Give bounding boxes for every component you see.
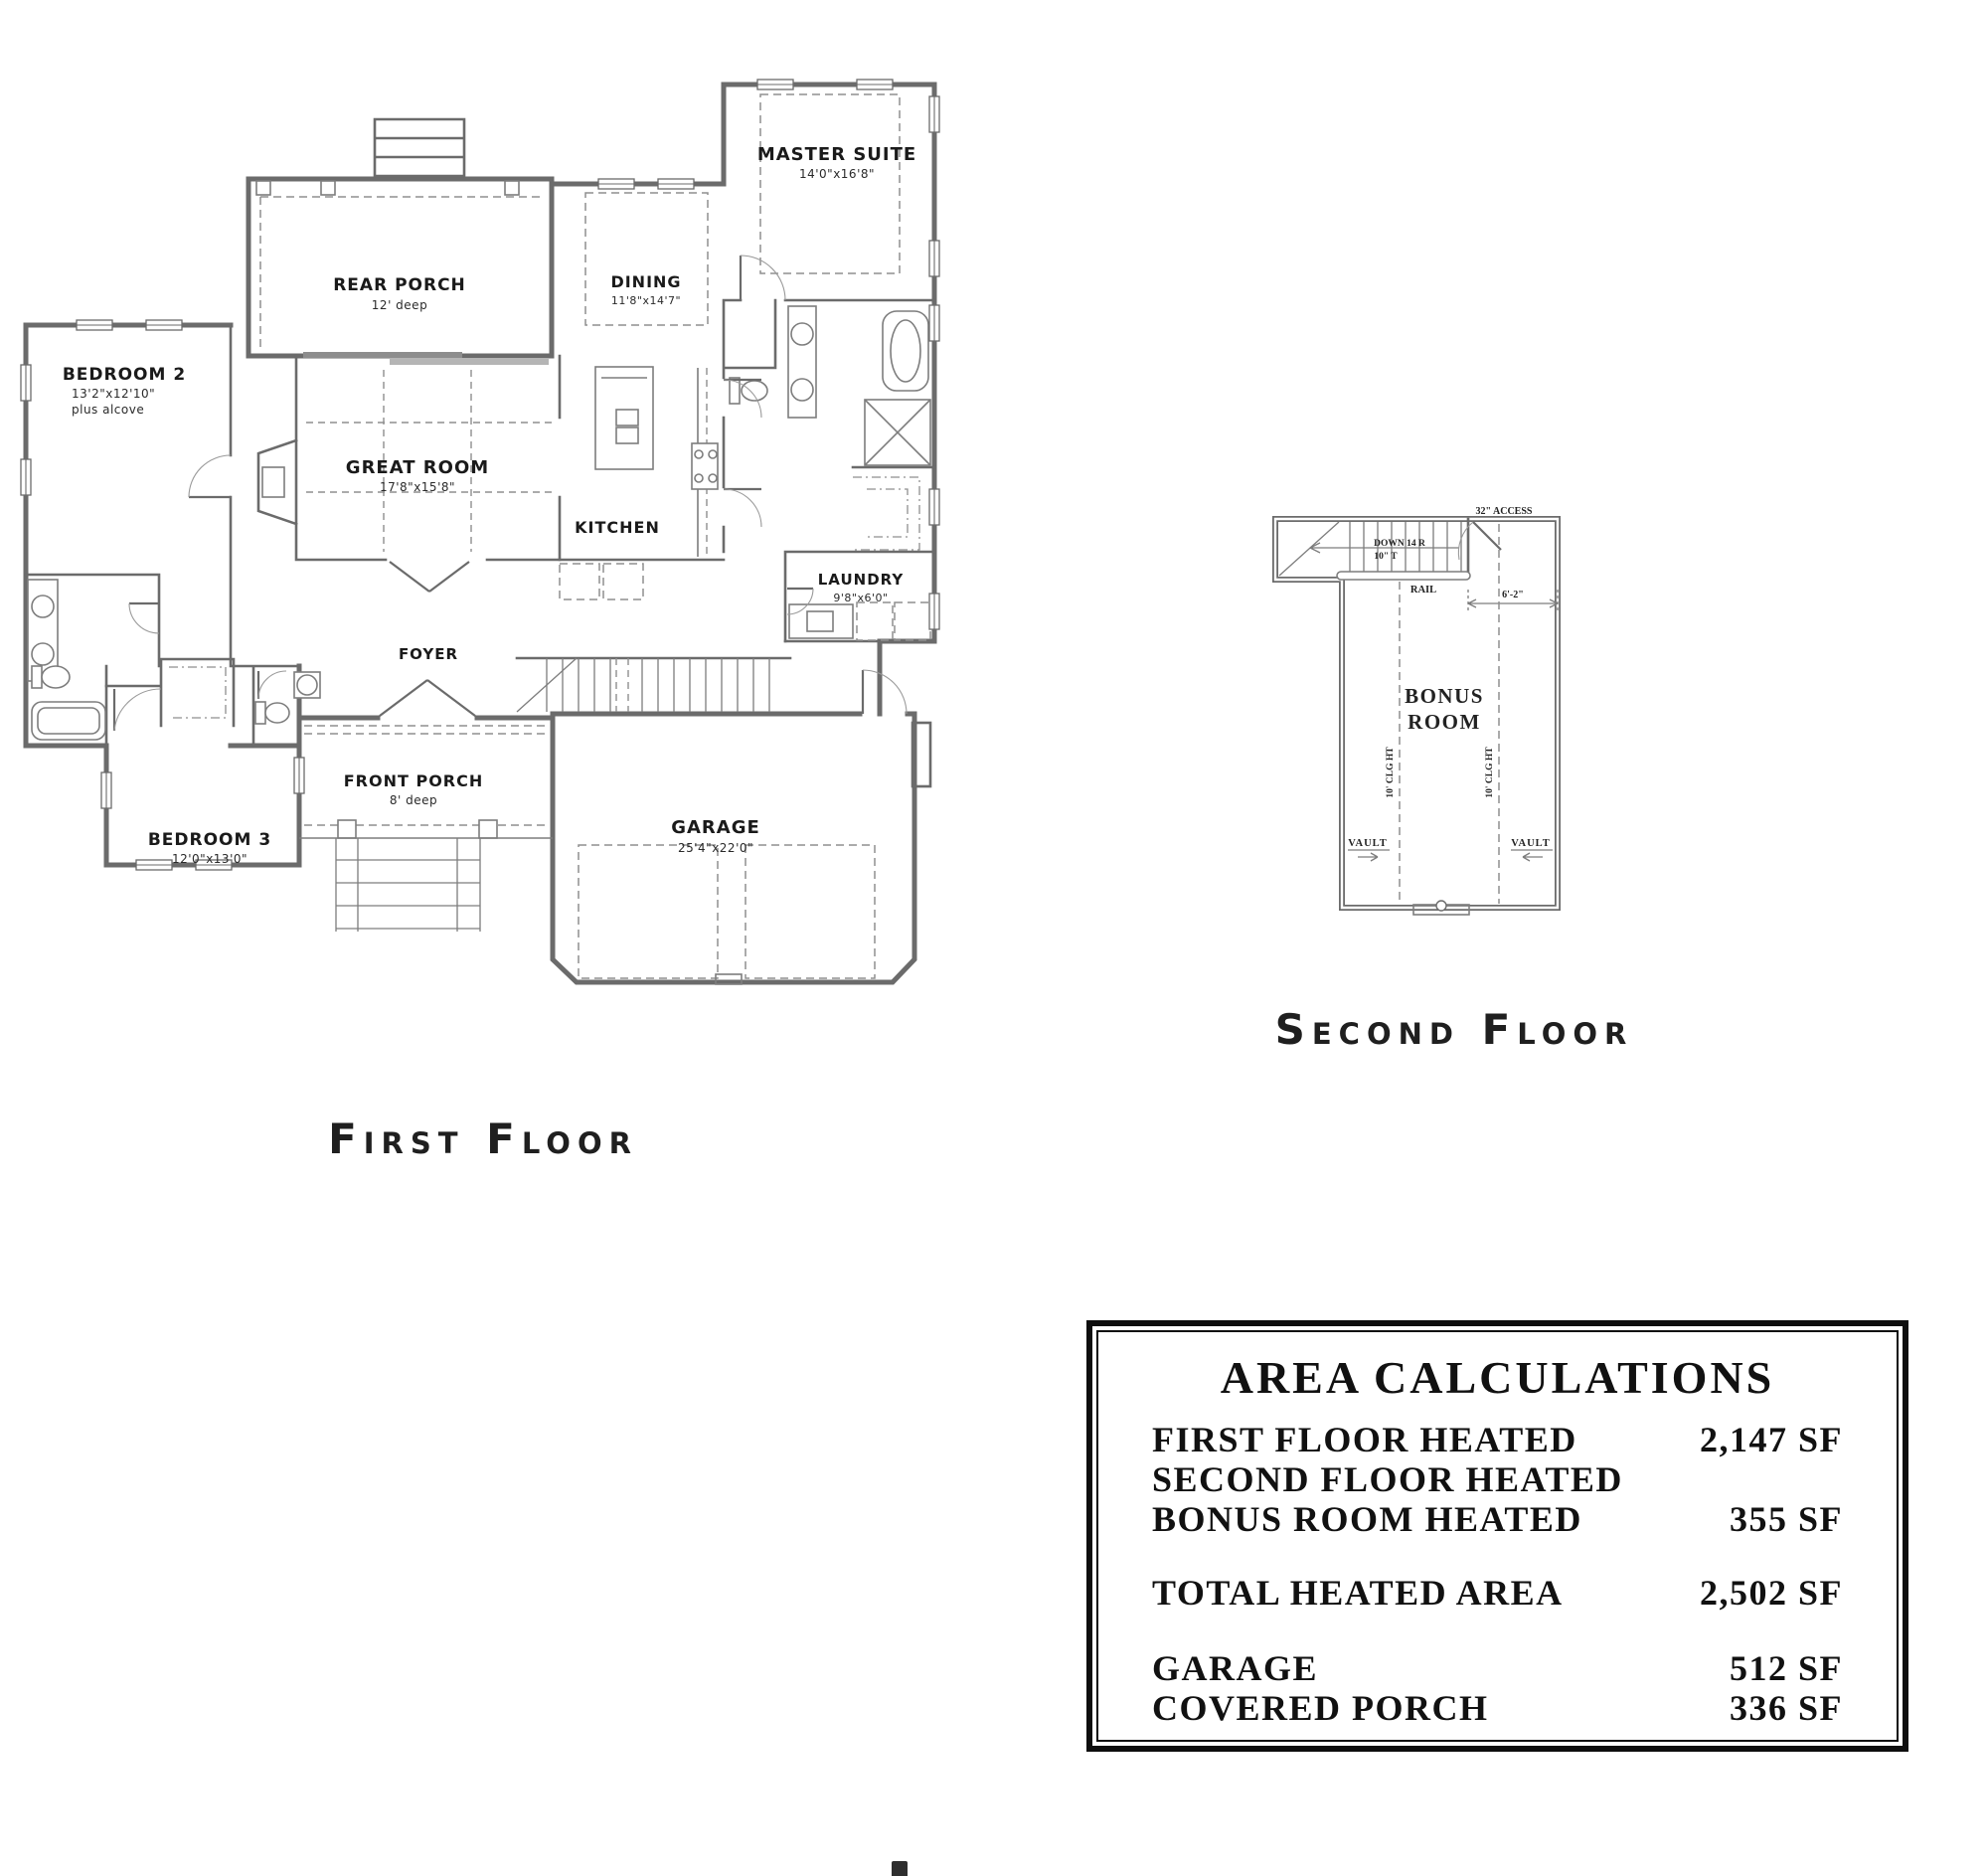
first-floor-caption: First Floor [328,1114,638,1163]
row-value: 2,502 SF [1699,1573,1843,1613]
vault-right: VAULT [1511,838,1551,849]
first-floor-room-labels [63,144,916,866]
sheet-edge-mark [892,1861,908,1876]
firebox [262,467,284,497]
front-porch-details [299,726,553,932]
bonus-line1: BONUS [1405,684,1484,708]
dim-text: 6'-2" [1502,590,1524,600]
walk-in-closet [853,477,919,550]
access-label: 32" ACCESS [1475,506,1533,517]
rear-porch-details [256,181,549,365]
pantry-cabinet [603,564,643,599]
great-room-double-door [390,562,469,592]
dimension-6-2 [1468,590,1558,613]
bonus-room-label [1405,684,1484,734]
row-value: 336 SF [1729,1688,1843,1728]
stairs [517,658,769,712]
master-suite-dims: 14'0"x16'8" [798,167,876,181]
foyer-label: FOYER [398,645,459,663]
second-floor-caption: Second Floor [1274,1005,1634,1054]
stair-rail [1337,572,1470,580]
laundry-fixtures [789,602,930,640]
sliding-door-panel [390,359,549,365]
porch-post [256,181,270,195]
hall-bath-fixtures [28,580,105,740]
laundry-counter [789,604,853,638]
porch-column [338,820,356,838]
stairs-down-label: DOWN 14 R [1374,539,1425,549]
table-row [1152,1459,1843,1499]
row-value: 2,147 SF [1699,1420,1843,1459]
toilet [742,381,767,401]
row-label: FIRST FLOOR HEATED [1152,1420,1577,1459]
vault-labels [1348,838,1553,861]
tub [883,311,928,391]
first-floor-plan [20,30,964,1123]
toilet [265,703,289,723]
toilet [42,666,70,688]
garage-bay [746,845,875,978]
rear-porch-label: REAR PORCH [333,275,466,295]
kitchen-label: KITCHEN [575,518,660,537]
laundry-dims: 9'8"x6'0" [833,592,889,604]
bedroom3-dims: 12'0"x13'0" [171,852,248,866]
front-porch-dims: 8' deep [389,793,438,807]
door-knob [1436,901,1446,911]
bedroom3-label: BEDROOM 3 [147,830,272,850]
table-row [1152,1499,1843,1539]
laundry-label: LAUNDRY [817,571,905,589]
toilet-tank [32,666,42,688]
great-room-dims: 17'8"x15'8" [379,480,456,494]
porch-steps [336,838,480,932]
clg-ht-left: 10' CLG HT [1386,747,1396,798]
row-value: 355 SF [1729,1499,1843,1539]
row-label: TOTAL HEATED AREA [1152,1573,1564,1613]
row-label: SECOND FLOOR HEATED [1152,1459,1623,1499]
bonus-line2: ROOM [1408,710,1481,734]
toilet-tank [255,702,265,724]
row-label: COVERED PORCH [1152,1688,1489,1728]
vault-left: VAULT [1348,838,1388,849]
clg-ht-right: 10' CLG HT [1485,747,1495,798]
master-bath-fixtures [730,306,930,550]
master-bed-area-outline [760,94,900,273]
master-suite-label: MASTER SUITE [756,144,917,165]
bedroom2-dims: 13'2"x12'10" [72,387,156,401]
porch-post [321,181,335,195]
sliding-door-panel [303,352,462,358]
garage-bay [579,845,718,978]
table-row [1152,1688,1843,1728]
washer [857,602,893,640]
bedroom2-note: plus alcove [72,403,145,417]
dining-dims: 11'8"x14'7" [610,294,682,307]
garage-label: GARAGE [671,817,760,838]
garage-details [579,845,875,984]
sink-cabinet [294,672,320,698]
dryer [895,602,930,640]
dining-label: DINING [610,272,682,291]
rail-label: RAIL [1409,585,1437,596]
refrigerator [560,564,599,599]
row-label: BONUS ROOM HEATED [1152,1499,1582,1539]
area-calculations-inner [1096,1330,1899,1742]
second-floor-plan [1262,502,1580,920]
chimney [375,119,464,176]
fireplace [258,440,296,524]
great-room-label: GREAT ROOM [345,457,490,478]
row-value: 512 SF [1729,1648,1843,1688]
rear-porch-dims: 12' deep [371,298,428,312]
area-calculations-table [1086,1320,1908,1752]
porch-post [505,181,519,195]
access-door-leaf [1473,522,1501,550]
garage-dims: 25'4"x22'0" [677,841,754,855]
table-row [1152,1573,1843,1613]
kitchen-island [595,367,653,469]
front-double-door [380,680,475,716]
bedroom2-label: BEDROOM 2 [62,365,187,385]
row-value [1664,1459,1843,1499]
stairs-tread-label: 10" T [1374,552,1398,562]
porch-column [479,820,497,838]
bedroom3-closet-shelves [169,667,226,718]
area-calculations-title: AREA CALCULATIONS [1220,1352,1775,1403]
front-porch-label: FRONT PORCH [343,771,484,790]
table-row [1152,1420,1843,1459]
row-label: GARAGE [1152,1648,1319,1688]
table-row [1152,1648,1843,1688]
kitchen-fixtures [560,367,718,599]
